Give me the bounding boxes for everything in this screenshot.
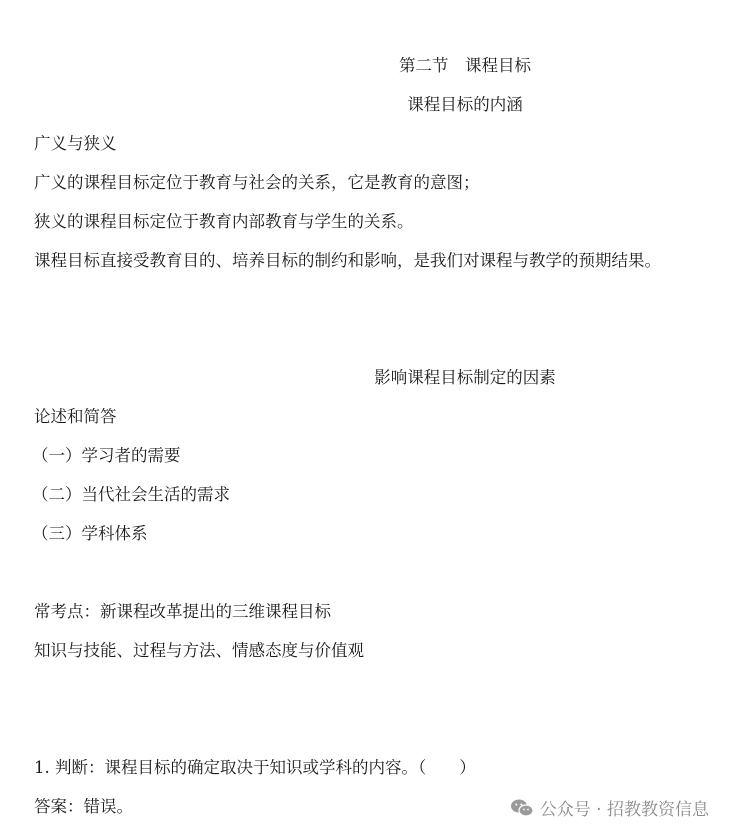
watermark	[510, 795, 709, 820]
meaning-note: 课程目标直接受教育目的、培养目标的制约和影响，是我们对课程与教学的预期结果。	[34, 251, 661, 270]
question-answer: 答案：错误。	[34, 797, 133, 816]
broad-definition: 广义的课程目标定位于教育与社会的关系，它是教育的意图；	[34, 173, 480, 192]
section-title: 第二节 课程目标	[399, 56, 531, 75]
factors-type: 论述和简答	[34, 407, 117, 426]
meaning-heading: 广义与狭义	[34, 134, 117, 153]
key-point-content: 知识与技能、过程与方法、情感态度与价值观	[34, 641, 364, 660]
wechat-icon	[510, 798, 534, 818]
factor-item: （三）学科体系	[32, 524, 148, 543]
factor-item: （二）当代社会生活的需求	[32, 485, 230, 504]
factors-title: 影响课程目标制定的因素	[374, 368, 556, 387]
key-point-label: 常考点：新课程改革提出的三维课程目标	[34, 602, 331, 621]
question-text: 1. 判断：课程目标的确定取决于知识或学科的内容。（ ）	[34, 758, 476, 777]
factor-item: （一）学习者的需要	[32, 446, 181, 465]
section-subtitle: 课程目标的内涵	[407, 95, 523, 114]
watermark-text: 公众号 · 招教教资信息	[539, 800, 709, 820]
narrow-definition: 狭义的课程目标定位于教育内部教育与学生的关系。	[34, 212, 414, 231]
